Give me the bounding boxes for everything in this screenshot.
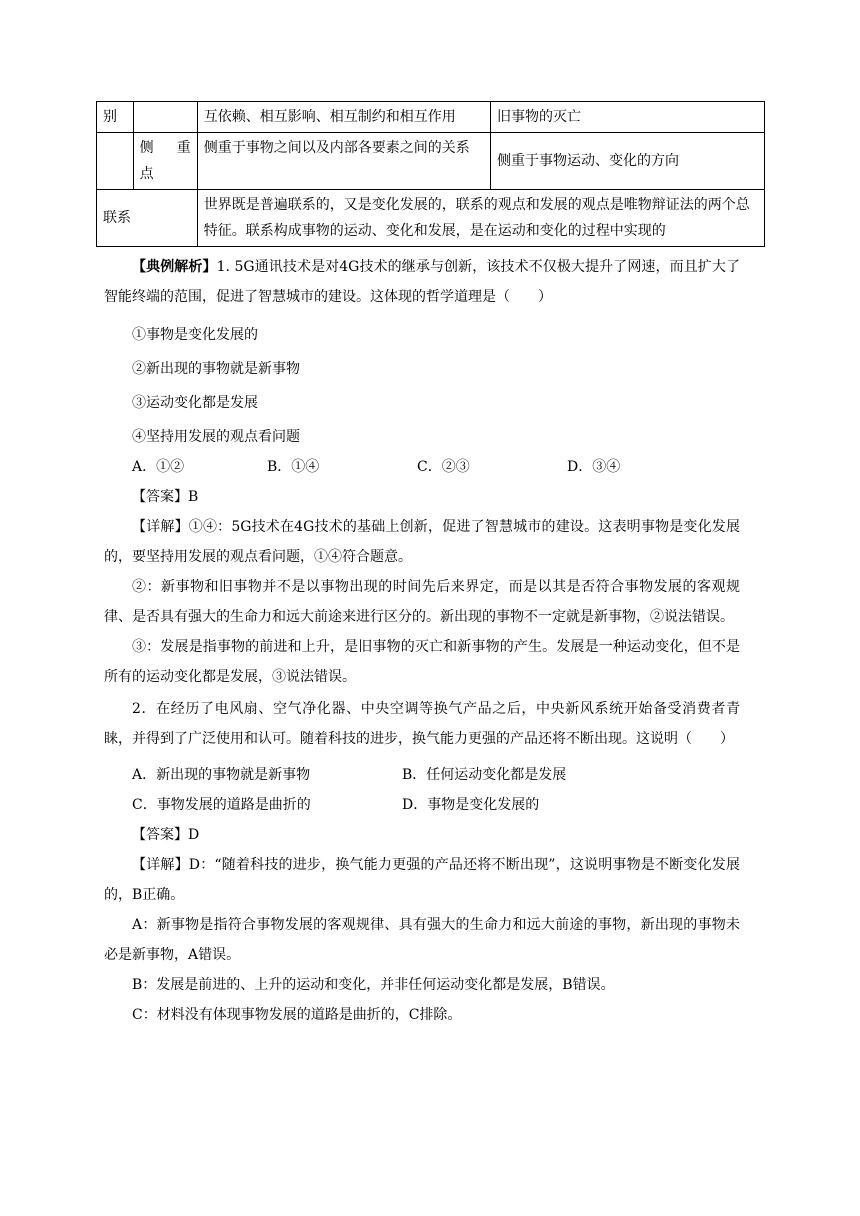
table-cell: 侧重于事物运动、变化的方向 xyxy=(490,133,764,190)
statement-item: ③运动变化都是发展 xyxy=(132,395,258,411)
explanation-paragraph: ③：发展是指事物的前进和上升，是旧事物的灭亡和新事物的产生。发展是一种运动变化，但不是所有的运动变化都是发展，③说法错误。 xyxy=(104,639,740,685)
table-cell: 互依赖、相互影响、相互制约和相互作用 xyxy=(197,102,490,133)
table-cell: 世界既是普遍联系的，又是变化发展的，联系的观点和发展的观点是唯物辩证法的两个总特征。联系构成事物的运动、变化和发展，是在运动和变化的过程中实现的 xyxy=(197,190,764,247)
statement-item: ②新出现的事物就是新事物 xyxy=(132,361,300,377)
answer-options xyxy=(104,760,740,790)
explanation-paragraph: B：发展是前进的、上升的运动和变化，并非任何运动变化都是发展，B错误。 xyxy=(132,977,615,993)
table-cell: 侧重于事物之间以及内部各要素之间的关系 xyxy=(197,133,490,190)
question-2-stem: 2．在经历了电风扇、空气净化器、中央空调等换气产品之后，中央新风系统开始备受消费者青睐，并得到了广泛使用和认可。随着科技的进步，换气能力更强的产品还将不断出现。这说明（ ） xyxy=(104,701,740,747)
option-b: B．任何运动变化都是发展 xyxy=(402,767,567,783)
table-cell: 别 xyxy=(97,102,134,133)
option-d: D．事物是变化发展的 xyxy=(402,797,540,813)
table-cell: 侧 重点 xyxy=(133,133,197,190)
explanation-paragraph: 【详解】D：“随着科技的进步，换气能力更强的产品还将不断出现”，这说明事物是不断变化发展的，B正确。 xyxy=(104,857,740,903)
option-a: A．新出现的事物就是新事物 xyxy=(132,767,311,783)
table-cell: 联系 xyxy=(97,190,198,247)
option-c: C．事物发展的道路是曲折的 xyxy=(132,797,311,813)
document-body xyxy=(104,252,740,1030)
explanation-paragraph: C：材料没有体现事物发展的道路是曲折的，C排除。 xyxy=(132,1007,462,1023)
table-cell xyxy=(133,102,197,133)
explanation-paragraph: A：新事物是指符合事物发展的客观规律、具有强大的生命力和远大前途的事物，新出现的事物未必是新事物，A错误。 xyxy=(104,917,740,963)
question-text: 1. 5G通讯技术是对4G技术的继承与创新，该技术不仅极大提升了网速，而且扩大了智能终端的范围，促进了智慧城市的建设。这体现的哲学道理是（ ） xyxy=(104,259,740,305)
option-a: A．①② xyxy=(132,459,185,475)
option-c: C．②③ xyxy=(417,459,470,475)
comparison-table xyxy=(96,101,765,247)
statement-item: ①事物是变化发展的 xyxy=(132,327,258,343)
table-cell xyxy=(97,133,134,190)
answer-options xyxy=(104,452,740,482)
section-tag: 【典例解析】 xyxy=(132,259,217,275)
explanation-paragraph: 【详解】①④：5G技术在4G技术的基础上创新，促进了智慧城市的建设。这表明事物是变化发展的，要坚持用发展的观点看问题，①④符合题意。 xyxy=(104,519,740,565)
table-row xyxy=(97,190,765,247)
table-row xyxy=(97,102,765,133)
statement-item: ④坚持用发展的观点看问题 xyxy=(132,429,300,445)
table-row xyxy=(97,133,765,190)
question-1-stem xyxy=(104,252,740,312)
answer-line: 【答案】B xyxy=(132,489,199,505)
table-cell: 旧事物的灭亡 xyxy=(490,102,764,133)
answer-options xyxy=(104,790,740,820)
explanation-paragraph: ②：新事物和旧事物并不是以事物出现的时间先后来界定，而是以其是否符合事物发展的客观规律、是否具有强大的生命力和远大前途来进行区分的。新出现的事物不一定就是新事物，②说法错误。 xyxy=(104,579,740,625)
option-b: B．①④ xyxy=(267,459,320,475)
option-d: D．③④ xyxy=(567,459,621,475)
answer-line: 【答案】D xyxy=(132,827,200,843)
